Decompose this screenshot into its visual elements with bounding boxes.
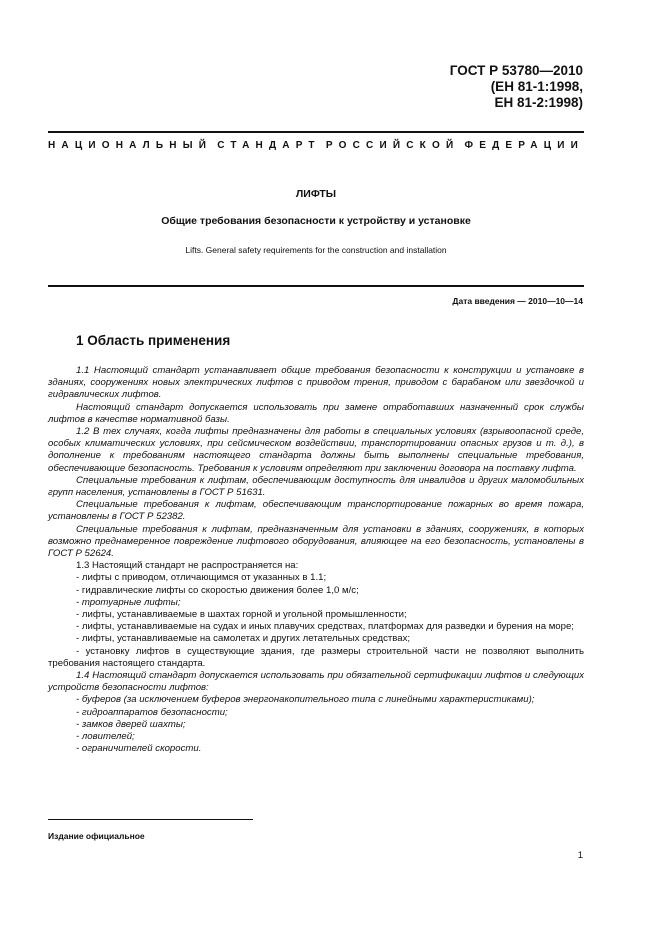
- official-edition-label: Издание официальное: [48, 831, 145, 841]
- list-item: - лифты, устанавливаемые на самолетах и других летательных средствах;: [76, 633, 411, 645]
- footnote-rule: [48, 819, 253, 820]
- list-item: - буферов (за исключением буферов энергонакопительного типа с линейными характеристиками);: [76, 694, 535, 706]
- paragraph-1-1-note: Настоящий стандарт допускается использовать при замене отработавших назначенный срок службы лифтов в качестве нормативной базы.: [48, 401, 584, 425]
- gost-en-ref-1: (ЕН 81-1:1998,: [490, 79, 583, 94]
- paragraph-1-3: 1.3 Настоящий стандарт не распространяется на:: [76, 560, 299, 572]
- list-item: - установку лифтов в существующие здания, где размеры строительной части не позволяют выполнить требования настоящего стандарта.: [48, 645, 584, 669]
- list-item: - гидравлические лифты со скоростью движения более 1,0 м/с;: [76, 584, 359, 596]
- list-item: - лифты, устанавливаемые в шахтах горной и угольной промышленности;: [76, 609, 407, 621]
- gost-designation: [450, 63, 583, 111]
- list-item: - лифты с приводом, отличающимся от указанных в 1.1;: [76, 572, 327, 584]
- gost-number: ГОСТ Р 53780—2010: [449, 63, 583, 78]
- page-number: 1: [577, 850, 583, 861]
- section-heading: 1 Область применения: [76, 333, 231, 348]
- paragraph-1-1: 1.1 Настоящий стандарт устанавливает общие требования безопасности к конструкции и установке в зданиях, сооружениях новых электрических лифтов с приводом трения, приводом с барабаном или звездочкой и гидравлических лифтов.: [48, 365, 584, 401]
- paragraph-1-2: 1.2 В тех случаях, когда лифты предназначены для работы в специальных условиях (взрывоопасной среде, особых климатических условиях, при сейсмическом воздействии, транспортировании опасных грузов и т. д.), в дополнение к требованиям настоящего стандарта должны быть выполнены специальные требования, обеспечивающие безопасность. Требования к условиям определяют при заключении договора на поставку лифта.: [48, 426, 584, 474]
- paragraph-1-2-firefighters: Специальные требования к лифтам, обеспечивающим транспортирование пожарных во время пожара, установлены в ГОСТ Р 52382.: [48, 499, 584, 523]
- list-item: - ловителей;: [76, 731, 135, 743]
- paragraph-1-4: 1.4 Настоящий стандарт допускается использовать при обязательной сертификации лифтов и следующих устройств безопасности лифтов:: [48, 670, 584, 694]
- list-item: - гидроаппаратов безопасности;: [76, 706, 228, 718]
- gost-en-ref-2: ЕН 81-2:1998): [494, 95, 583, 110]
- national-standard-banner: [48, 140, 584, 151]
- date-rule: [48, 285, 584, 287]
- english-title: Lifts. General safety requirements for the construction and installation: [185, 245, 447, 255]
- top-rule: [48, 131, 584, 133]
- effective-date: Дата введения — 2010—10—14: [452, 296, 583, 306]
- document-title: ЛИФТЫ: [295, 188, 337, 200]
- banner-word-3: РОССИЙСКОЙ: [325, 140, 460, 151]
- banner-word-4: ФЕДЕРАЦИИ: [464, 140, 584, 151]
- document-body: [48, 365, 584, 756]
- list-item: - ограничителей скорости.: [76, 743, 202, 755]
- banner-word-2: СТАНДАРТ: [217, 140, 321, 151]
- list-item: - замков дверей шахты;: [76, 718, 186, 730]
- document-subtitle: Общие требования безопасности к устройству и установке: [161, 215, 471, 227]
- paragraph-1-2-vandal: Специальные требования к лифтам, предназначенным для установки в зданиях, сооружениях, в которых возможно преднамеренное повреждение лифтового оборудования, влияющее на его безопасность, установлены в ГОСТ Р 52624.: [48, 523, 584, 560]
- list-item: - тротуарные лифты;: [76, 596, 181, 608]
- paragraph-1-2-disabled: Специальные требования к лифтам, обеспечивающим доступность для инвалидов и других маломобильных групп населения, установлены в ГОСТ Р 51631.: [48, 474, 584, 499]
- banner-word-1: НАЦИОНАЛЬНЫЙ: [48, 140, 213, 151]
- list-item: - лифты, устанавливаемые на судах и иных плавучих средствах, платформах для разведки и бурения на море;: [76, 621, 574, 633]
